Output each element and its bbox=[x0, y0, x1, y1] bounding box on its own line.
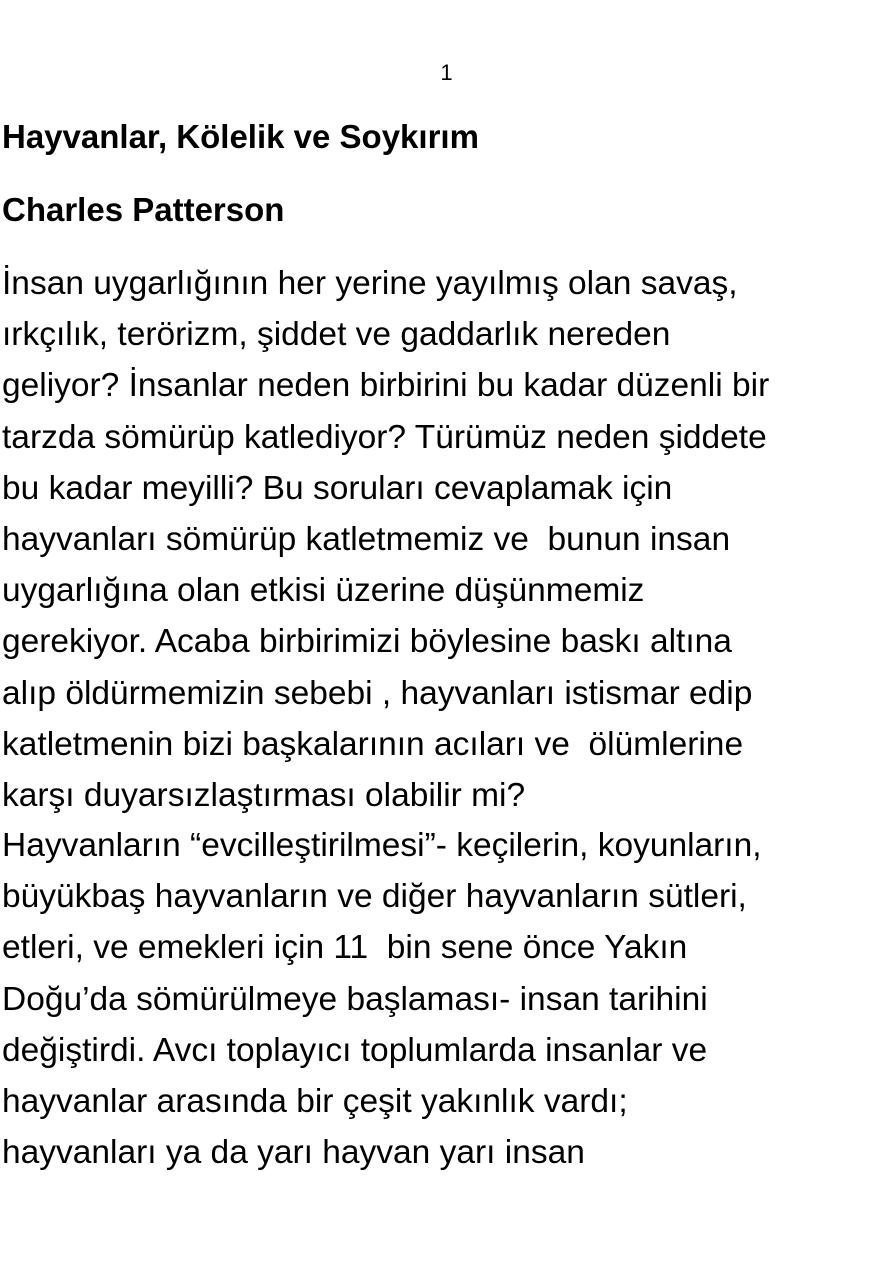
paragraph-line: büyükbaş hayvanların ve diğer hayvanların sütleri, bbox=[2, 878, 747, 916]
paragraph-line: hayvanları sömürüp katletmemiz ve bunun insan bbox=[2, 521, 731, 559]
author-name: Charles Patterson bbox=[2, 191, 285, 228]
paragraph-line: alıp öldürmemizin sebebi , hayvanları istismar edip bbox=[2, 674, 753, 712]
paragraph-2 bbox=[2, 820, 762, 1178]
paragraph-1 bbox=[2, 258, 769, 821]
paragraph-line: geliyor? İnsanlar neden birbirini bu kadar düzenli bir bbox=[2, 367, 770, 405]
paragraph-line: İnsan uygarlığının her yerine yayılmış olan savaş, bbox=[2, 265, 738, 302]
paragraph-line: etleri, ve emekleri için 11 bin sene önce Yakın bbox=[2, 929, 688, 967]
book-title: Hayvanlar, Kölelik ve Soykırım bbox=[2, 118, 479, 155]
paragraph-line: değiştirdi. Avcı toplayıcı toplumlarda insanlar ve bbox=[2, 1031, 708, 1069]
paragraph-line: karşı duyarsızlaştırması olabilir mi? bbox=[2, 777, 526, 815]
paragraph-line: hayvanlar arasında bir çeşit yakınlık vardı; bbox=[2, 1083, 628, 1121]
page-number: 1 bbox=[440, 60, 453, 85]
paragraph-line: gerekiyor. Acaba birbirimizi böylesine baskı altına bbox=[2, 623, 732, 661]
paragraph-line: ırkçılık, terörizm, şiddet ve gaddarlık nereden bbox=[2, 316, 671, 354]
paragraph-line: katletmenin bizi başkalarının acıları ve ölümlerine bbox=[2, 725, 744, 763]
paragraph-line: Hayvanların “evcilleştirilmesi”- keçilerin, koyunların, bbox=[2, 827, 762, 864]
paragraph-line: Doğu’da sömürülmeye başlaması- insan tarihini bbox=[2, 980, 708, 1018]
paragraph-line: bu kadar meyilli? Bu soruları cevaplamak için bbox=[2, 469, 673, 507]
paragraph-line: uygarlığına olan etkisi üzerine düşünmemiz bbox=[2, 572, 645, 610]
paragraph-line: tarzda sömürüp katlediyor? Türümüz neden şiddete bbox=[2, 418, 767, 456]
paragraph-line: hayvanları ya da yarı hayvan yarı insan bbox=[2, 1134, 585, 1172]
